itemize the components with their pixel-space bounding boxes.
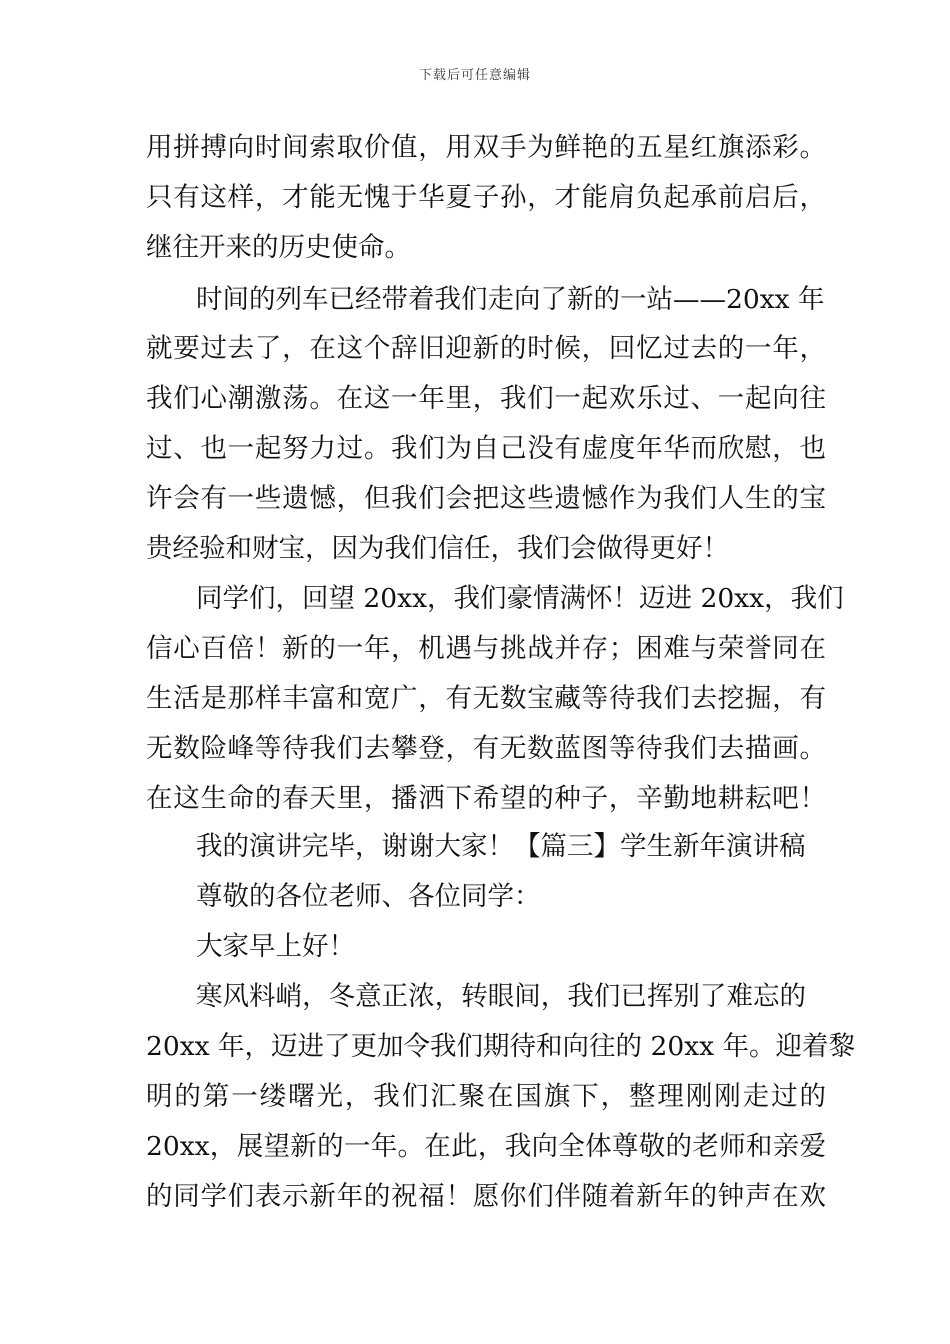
text-line: 的同学们表示新年的祝福！愿你们伴随着新年的钟声在欢 <box>146 1181 826 1212</box>
text-line: 生活是那样丰富和宽广，有无数宝藏等待我们去挖掘，有 <box>146 683 826 714</box>
text-line: 过、也一起努力过。我们为自己没有虚度年华而欣慰，也 <box>146 433 826 464</box>
text-line: 我的演讲完毕，谢谢大家！【篇三】学生新年演讲稿 <box>196 831 806 862</box>
text-line: 时间的列车已经带着我们走向了新的一站——20xx 年 <box>196 284 825 315</box>
text-line: 20xx 年，迈进了更加令我们期待和向往的 20xx 年。迎着黎 <box>146 1031 855 1062</box>
text-line: 就要过去了，在这个辞旧迎新的时候，回忆过去的一年， <box>146 333 826 364</box>
text-line: 20xx，展望新的一年。在此，我向全体尊敬的老师和亲爱 <box>146 1131 826 1162</box>
text-line: 只有这样，才能无愧于华夏子孙，才能肩负起承前启后， <box>146 182 826 213</box>
text-line: 贵经验和财宝，因为我们信任，我们会做得更好！ <box>146 533 729 564</box>
text-line: 在这生命的春天里，播洒下希望的种子，辛勤地耕耘吧！ <box>146 783 826 814</box>
text-line: 同学们，回望 20xx，我们豪情满怀！迈进 20xx，我们 <box>196 583 844 614</box>
text-line: 明的第一缕曙光，我们汇聚在国旗下，整理刚刚走过的 <box>146 1081 826 1112</box>
text-line: 许会有一些遗憾，但我们会把这些遗憾作为我们人生的宝 <box>146 483 826 514</box>
text-line: 我们心潮激荡。在这一年里，我们一起欢乐过、一起向往 <box>146 383 826 414</box>
text-line: 大家早上好！ <box>196 931 355 962</box>
text-line: 寒风料峭，冬意正浓，转眼间，我们已挥别了难忘的 <box>196 981 806 1012</box>
text-line: 尊敬的各位老师、各位同学： <box>196 881 541 912</box>
text-line: 信心百倍！新的一年，机遇与挑战并存；困难与荣誉同在 <box>146 633 826 664</box>
text-line: 用拼搏向时间索取价值，用双手为鲜艳的五星红旗添彩。 <box>146 132 826 163</box>
header-note: 下载后可任意编辑 <box>418 68 531 83</box>
text-line: 继往开来的历史使命。 <box>146 232 411 263</box>
text-line: 无数险峰等待我们去攀登，有无数蓝图等待我们去描画。 <box>146 733 826 764</box>
